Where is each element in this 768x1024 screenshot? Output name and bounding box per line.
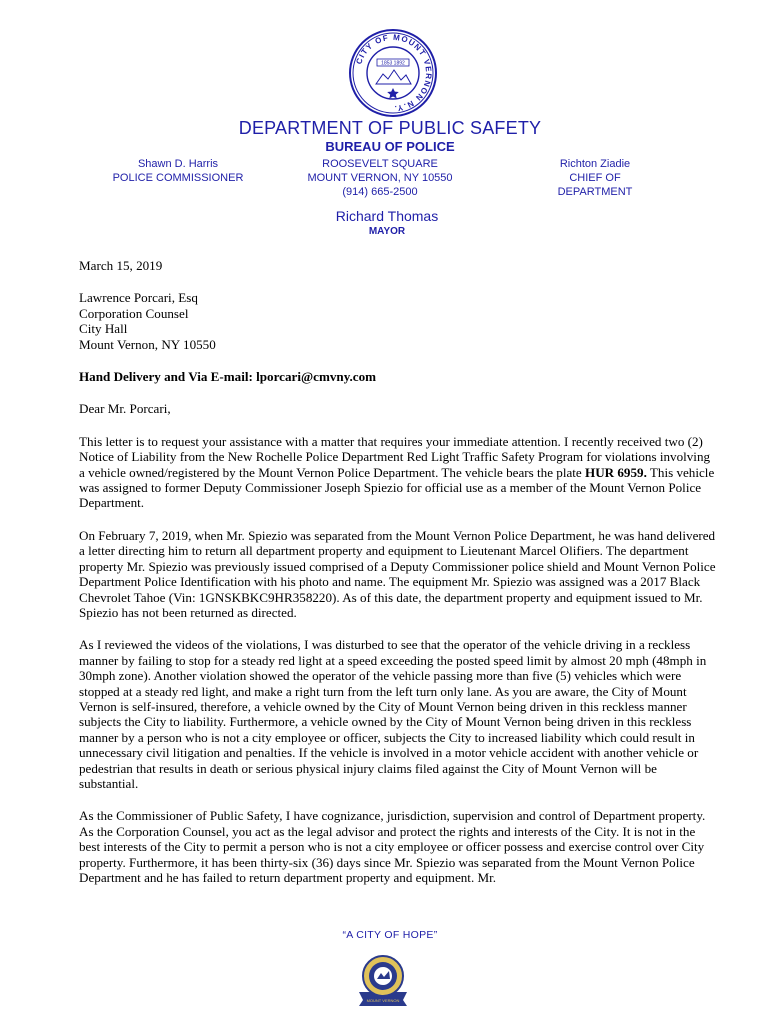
mayor-name: Richard Thomas <box>335 208 439 224</box>
delivery-method: Hand Delivery and Via E-mail: lporcari@cmvny.com <box>79 369 377 385</box>
footer-seal-icon <box>357 952 409 1008</box>
letter-body <box>79 258 719 902</box>
bureau-title: BUREAU OF POLICE <box>325 139 455 154</box>
chief-title: CHIEF OF DEPARTMENT <box>557 172 633 198</box>
city-seal-icon <box>348 28 438 118</box>
phone-number: (914) 665-2500 <box>342 186 418 198</box>
seal-years: 1853 1892 <box>381 60 405 67</box>
paragraph-3: As I reviewed the videos of the violations, I was disturbed to see that the operator of the vehicle driving in a reckless manner by failing to stop for a steady red light at a speed exceeding the posted speed limit by almost 20 mph (48mph in 30mph zone). Another violation showed the operator of the vehicle passing more than five (5) vehicles which were stopped at a steady red light, and make a right turn from the left turn only lane. As you are aware, the City of Mount Vernon is self-insured, therefore, a vehicle owned by the City of Mount Vernon being driven in this reckless manner subjects the City to liability. Furthermore, a vehicle owned by the City of Mount Vernon being driven in this reckless manner by a person who is not a city employee or officer, subjects the City to increased liability which could result in unnecessary civil litigation and penalties. If the vehicle is involved in a motor vehicle accident with another vehicle or pedestrian that results in death or serious physical injury claims filed against the City of Mount Vernon will be substantial. <box>79 637 707 791</box>
letter-date: March 15, 2019 <box>79 258 163 273</box>
paragraph-1-start: This letter is to request your assistance with a matter that requires your immediate attention. I recently received two (2) Notice of Liability from the New Rochelle Police Department Red Light Traffic Safety Program for violations involving a vehicle owned/registered by the Mount Vernon Police Department. The vehicle bears the plate <box>79 433 711 480</box>
commissioner-title: POLICE COMMISSIONER <box>112 172 244 184</box>
commissioner-block <box>108 157 248 185</box>
commissioner-name: Shawn D. Harris <box>137 158 219 170</box>
city-motto: “A CITY OF HOPE” <box>342 929 438 941</box>
chief-block <box>535 157 655 199</box>
chief-name: Richton Ziadie <box>559 158 631 170</box>
paragraph-1 <box>79 434 719 511</box>
department-title: DEPARTMENT OF PUBLIC SAFETY <box>238 118 542 138</box>
address-block <box>300 157 460 199</box>
paragraph-4: As the Commissioner of Public Safety, I have cognizance, jurisdiction, supervision and control of Department property. As the Corporation Counsel, you act as the legal advisor and protect the rights and interests of the City. It is not in the best interests of the City to permit a person who is not a city employee or officer possess and exercise control over City property. Furthermore, it has been thirty-six (36) days since Mr. Spiezio was separated from the Mount Vernon Police Department and he has failed to return department property and equipment. Mr. <box>79 808 706 885</box>
seal-ring-text: CITY OF MOUNT VERNON N.Y. <box>354 32 434 114</box>
recipient-name: Lawrence Porcari, Esq <box>79 290 198 306</box>
address-line-2: MOUNT VERNON, NY 10550 <box>307 172 453 184</box>
recipient-office: City Hall <box>79 321 128 337</box>
paragraph-1-end: This vehicle was assigned to former Deputy Commissioner Joseph Spiezio for official use as a member of the Mount Vernon Police Department. <box>79 464 715 511</box>
recipient-title: Corporation Counsel <box>79 305 189 321</box>
address-line-1: ROOSEVELT SQUARE <box>322 158 438 170</box>
footer-seal-caption: MOUNT VERNON <box>366 998 400 1003</box>
recipient-address <box>79 290 719 352</box>
paragraph-2: On February 7, 2019, when Mr. Spiezio was separated from the Mount Vernon Police Department, he was hand delivered a letter directing him to return all department property and equipment to Lieutenant Marcel Olifiers. The department property Mr. Spiezio was previously issued comprised of a Deputy Commissioner police shield and Mount Vernon Police Department Police Identification with his photo and name. The equipment Mr. Spiezio was assigned was a 2017 Black Chevrolet Tahoe (Vin: 1GNSKBKC9HR358220). As of this date, the department property and equipment issued to Mr. Spiezio has not been returned as directed. <box>79 527 716 620</box>
salutation: Dear Mr. Porcari, <box>79 401 171 417</box>
vehicle-plate: HUR 6959. <box>585 464 647 480</box>
mayor-title: MAYOR <box>368 226 406 237</box>
recipient-city: Mount Vernon, NY 10550 <box>79 336 216 352</box>
